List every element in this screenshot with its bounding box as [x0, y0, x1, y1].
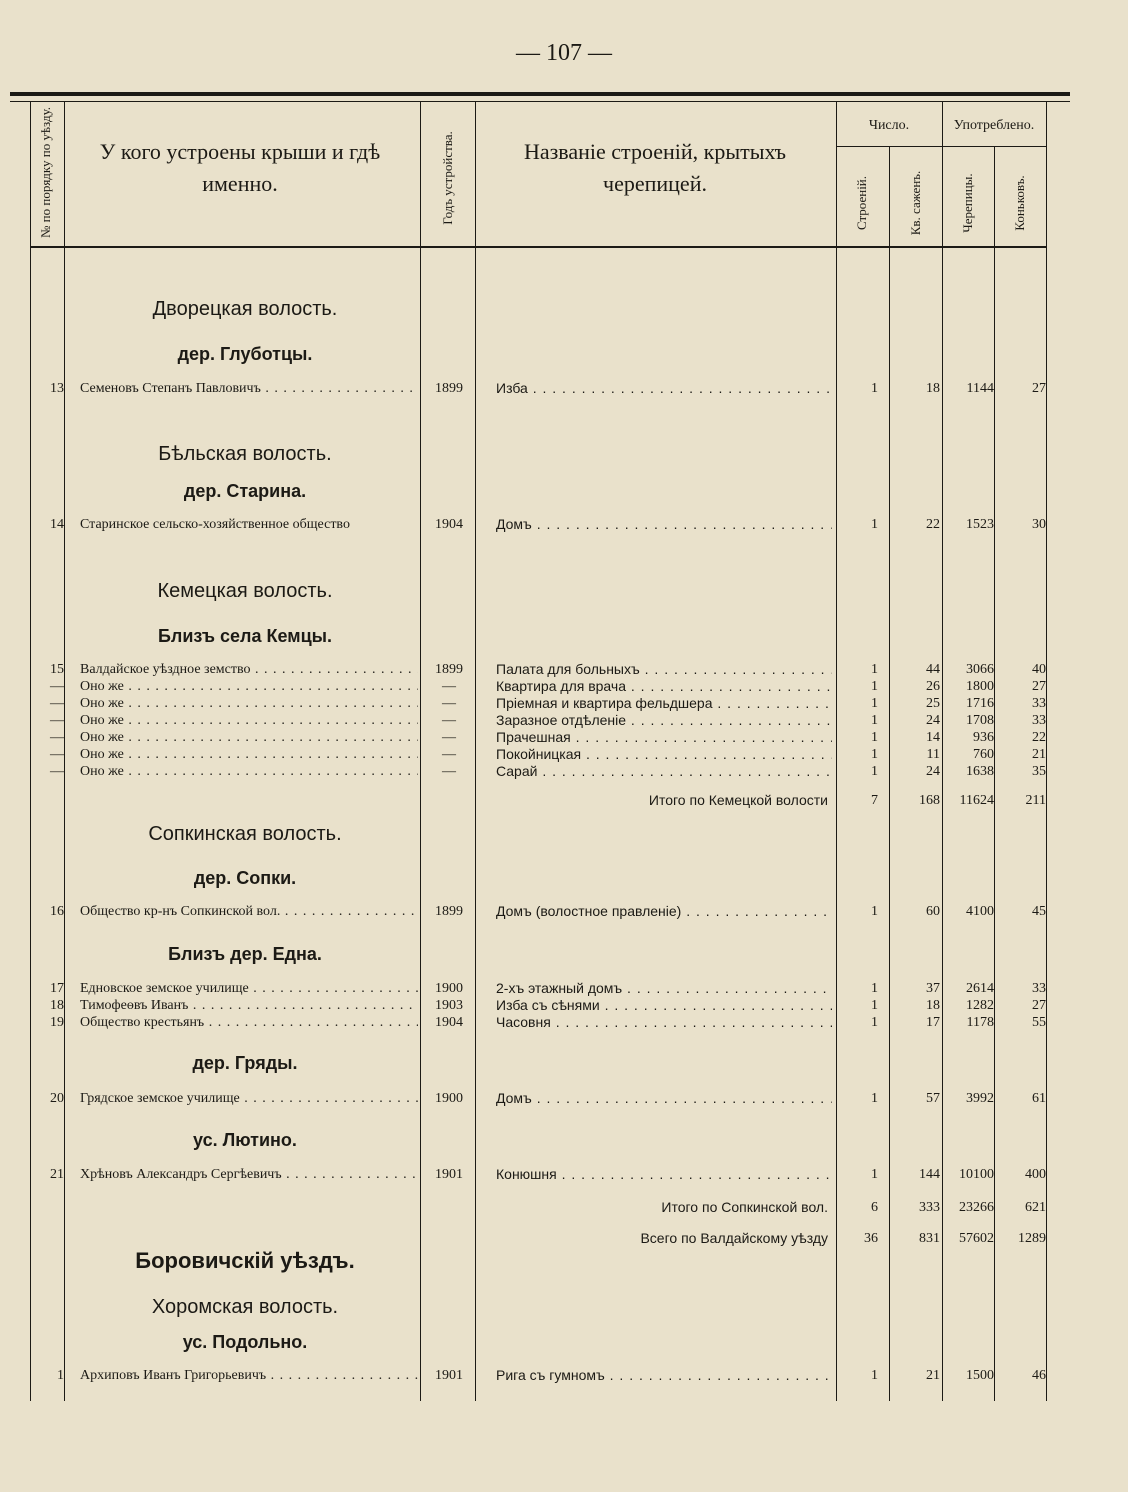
row-ridges: 45	[1032, 904, 1046, 919]
row-sq-sazhen: 44	[926, 662, 940, 677]
row-building: Часовня . . .	[496, 1014, 832, 1031]
row-year: —	[442, 679, 456, 694]
row-buildings-count: 1	[871, 696, 878, 711]
row-owner: Семеновъ Степанъ Павловичъ . . .	[80, 380, 418, 397]
row-year: —	[442, 730, 456, 745]
row-buildings-count: 1	[871, 713, 878, 728]
row-tiles: 1800	[966, 679, 994, 694]
row-no: 20	[50, 1091, 64, 1106]
row-year: 1904	[435, 517, 463, 532]
section-kemetskaya: Кемецкая волость.	[157, 580, 333, 602]
row-owner: Валдайское уѣздное земство . . .	[80, 661, 418, 678]
row-year: 1900	[435, 981, 463, 996]
row-buildings-count: 1	[871, 679, 878, 694]
table-row	[0, 746, 1128, 763]
sub-lyutino: ус. Лютино.	[193, 1130, 297, 1150]
row-tiles: 1708	[966, 713, 994, 728]
total-sq-sazhen: 168	[919, 793, 940, 808]
row-sq-sazhen: 17	[926, 1015, 940, 1030]
row-owner: Оно же . . .	[80, 763, 418, 780]
row-ridges: 40	[1032, 662, 1046, 677]
header-col-owner: У кого устроены крыши и гдѣ именно.	[99, 139, 381, 196]
row-building: Конюшня . . .	[496, 1166, 832, 1183]
row-sq-sazhen: 26	[926, 679, 940, 694]
total-tiles: 23266	[959, 1200, 994, 1215]
row-buildings-count: 1	[871, 517, 878, 532]
row-building: Рига съ гумномъ . . .	[496, 1367, 832, 1384]
row-ridges: 400	[1025, 1167, 1046, 1182]
table-row	[0, 763, 1128, 780]
row-year: 1901	[435, 1167, 463, 1182]
top-rule-thin	[10, 101, 1070, 102]
row-no: —	[50, 713, 64, 728]
table-row	[0, 678, 1128, 695]
row-sq-sazhen: 25	[926, 696, 940, 711]
row-tiles: 3992	[966, 1091, 994, 1106]
header-col-building: Названіе строеній, крытыхъ черепицей.	[523, 139, 787, 196]
row-building: Заразное отдѣленіе . . .	[496, 712, 832, 729]
total-buildings: 6	[871, 1200, 878, 1215]
total-ridges: 1289	[1018, 1231, 1046, 1246]
row-owner: Хрѣновъ Александръ Сергѣевичъ . . .	[80, 1166, 418, 1183]
table-row	[0, 712, 1128, 729]
row-tiles: 2614	[966, 981, 994, 996]
total-label: Всего по Валдайскому уѣзду	[640, 1230, 828, 1246]
row-building: Покойницкая . . .	[496, 746, 832, 763]
row-buildings-count: 1	[871, 1368, 878, 1383]
row-sq-sazhen: 24	[926, 713, 940, 728]
row-building: Пріемная и квартира фельдшера . . .	[496, 695, 832, 712]
row-no: 1	[57, 1368, 64, 1383]
header-col-buildings: Строеній.	[854, 175, 869, 231]
table-row	[0, 997, 1128, 1014]
row-ridges: 30	[1032, 517, 1046, 532]
row-tiles: 1500	[966, 1368, 994, 1383]
uezd-borovichi: Боровичскій уѣздъ.	[135, 1248, 355, 1273]
row-ridges: 27	[1032, 998, 1046, 1013]
header-group-used: Употреблено.	[953, 118, 1035, 133]
row-building: Изба съ сѣнями . . .	[496, 997, 832, 1014]
row-no: 14	[50, 517, 64, 532]
sub-glubottsy: дер. Глуботцы.	[177, 344, 313, 364]
row-year: 1899	[435, 381, 463, 396]
table-row	[0, 380, 1128, 397]
section-belskaya: Бѣльская волость.	[158, 443, 332, 465]
row-buildings-count: 1	[871, 764, 878, 779]
row-year: 1899	[435, 662, 463, 677]
row-year: 1904	[435, 1015, 463, 1030]
row-tiles: 1144	[966, 381, 994, 396]
row-sq-sazhen: 37	[926, 981, 940, 996]
row-ridges: 61	[1032, 1091, 1046, 1106]
header-bottom-rule	[30, 246, 1046, 248]
row-no: 18	[50, 998, 64, 1013]
table-row	[0, 729, 1128, 746]
row-ridges: 46	[1032, 1368, 1046, 1383]
header-divider	[836, 146, 1046, 147]
total-tiles: 11624	[959, 793, 994, 808]
table-row	[0, 695, 1128, 712]
row-sq-sazhen: 60	[926, 904, 940, 919]
row-year: 1903	[435, 998, 463, 1013]
row-no: 19	[50, 1015, 64, 1030]
table-row	[0, 903, 1128, 920]
row-year: —	[442, 764, 456, 779]
header-group-count: Число.	[868, 118, 910, 133]
row-owner: Старинское сельско-хозяйственное общество	[80, 517, 350, 532]
row-tiles: 760	[973, 747, 994, 762]
row-year: —	[442, 713, 456, 728]
row-year: 1899	[435, 904, 463, 919]
row-sq-sazhen: 11	[926, 747, 940, 762]
row-building: Сарай . . .	[496, 763, 832, 780]
row-tiles: 3066	[966, 662, 994, 677]
row-owner: Архиповъ Иванъ Григорьевичъ . . .	[80, 1367, 418, 1384]
row-building: Домъ (волостное правленіе) . . .	[496, 903, 832, 920]
row-ridges: 55	[1032, 1015, 1046, 1030]
row-building: Прачешная . . .	[496, 729, 832, 746]
row-buildings-count: 1	[871, 1167, 878, 1182]
row-sq-sazhen: 21	[926, 1368, 940, 1383]
row-year: —	[442, 747, 456, 762]
total-row	[0, 1199, 1128, 1216]
row-buildings-count: 1	[871, 747, 878, 762]
header-col-year: Годъ устройства.	[440, 131, 455, 225]
row-tiles: 936	[973, 730, 994, 745]
row-ridges: 33	[1032, 696, 1046, 711]
row-no: 16	[50, 904, 64, 919]
row-owner: Грядское земское училище . . .	[80, 1090, 418, 1107]
row-no: —	[50, 764, 64, 779]
total-tiles: 57602	[959, 1231, 994, 1246]
row-owner: Оно же . . .	[80, 695, 418, 712]
row-ridges: 33	[1032, 981, 1046, 996]
total-row	[0, 792, 1128, 809]
row-building: Домъ . . .	[496, 516, 832, 533]
row-sq-sazhen: 24	[926, 764, 940, 779]
row-year: 1901	[435, 1368, 463, 1383]
row-buildings-count: 1	[871, 662, 878, 677]
header-col-ridges: Коньковъ.	[1012, 175, 1027, 231]
row-tiles: 1716	[966, 696, 994, 711]
sub-gryady: дер. Гряды.	[192, 1053, 298, 1073]
sub-podolno: ус. Подольно.	[182, 1332, 308, 1352]
row-building: Палата для больныхъ . . .	[496, 661, 832, 678]
table-row	[0, 1166, 1128, 1183]
row-buildings-count: 1	[871, 381, 878, 396]
row-buildings-count: 1	[871, 730, 878, 745]
row-owner: Едновское земское училище . . .	[80, 980, 418, 997]
row-tiles: 1638	[966, 764, 994, 779]
row-owner: Оно же . . .	[80, 678, 418, 695]
table-row	[0, 1090, 1128, 1107]
row-no: 21	[50, 1167, 64, 1182]
section-dvoretskaya: Дворецкая волость.	[152, 298, 338, 320]
table-row	[0, 980, 1128, 997]
header-col-tiles: Черепицы.	[960, 173, 975, 233]
row-tiles: 10100	[959, 1167, 994, 1182]
total-label: Итого по Сопкинской вол.	[661, 1199, 828, 1215]
top-rule	[10, 92, 1070, 96]
sub-sopki: дер. Сопки.	[193, 868, 297, 888]
row-building: Домъ . . .	[496, 1090, 832, 1107]
section-khoromskaya: Хоромская волость.	[151, 1296, 339, 1318]
row-no: 13	[50, 381, 64, 396]
row-owner: Общество крестьянъ . . .	[80, 1014, 418, 1031]
page-number: — 107 —	[516, 40, 612, 66]
row-owner: Оно же . . .	[80, 746, 418, 763]
row-sq-sazhen: 18	[926, 381, 940, 396]
row-sq-sazhen: 14	[926, 730, 940, 745]
total-ridges: 211	[1025, 793, 1046, 808]
row-tiles: 1282	[966, 998, 994, 1013]
header-col-sq: Кв. саженъ.	[908, 170, 923, 236]
row-owner: Тимофеѳвъ Иванъ . . .	[80, 997, 418, 1014]
total-row	[0, 1230, 1128, 1247]
row-owner: Оно же . . .	[80, 712, 418, 729]
row-ridges: 35	[1032, 764, 1046, 779]
row-year: —	[442, 696, 456, 711]
section-sopkinskaya: Сопкинская волость.	[148, 823, 342, 845]
row-no: —	[50, 696, 64, 711]
row-tiles: 1523	[966, 517, 994, 532]
row-ridges: 33	[1032, 713, 1046, 728]
total-ridges: 621	[1025, 1200, 1046, 1215]
row-ridges: 27	[1032, 381, 1046, 396]
row-no: 17	[50, 981, 64, 996]
row-ridges: 21	[1032, 747, 1046, 762]
row-building: Квартира для врача . . .	[496, 678, 832, 695]
table-row	[0, 661, 1128, 678]
table-row	[0, 516, 1128, 533]
total-sq-sazhen: 831	[919, 1231, 940, 1246]
row-no: —	[50, 730, 64, 745]
row-building: 2-хъ этажный домъ . . .	[496, 980, 832, 997]
total-label: Итого по Кемецкой волости	[648, 792, 828, 808]
row-sq-sazhen: 18	[926, 998, 940, 1013]
total-buildings: 7	[871, 793, 878, 808]
sub-starina: дер. Старина.	[183, 481, 307, 501]
row-year: 1900	[435, 1091, 463, 1106]
row-sq-sazhen: 144	[919, 1167, 940, 1182]
row-no: —	[50, 679, 64, 694]
row-no: 15	[50, 662, 64, 677]
sub-edna: Близъ дер. Една.	[168, 944, 322, 964]
row-buildings-count: 1	[871, 998, 878, 1013]
row-tiles: 4100	[966, 904, 994, 919]
total-buildings: 36	[864, 1231, 878, 1246]
sub-kemtsy: Близъ села Кемцы.	[157, 626, 333, 646]
header-col-no: № по порядку по уѣзду.	[38, 106, 53, 238]
row-buildings-count: 1	[871, 1015, 878, 1030]
row-sq-sazhen: 57	[926, 1091, 940, 1106]
row-owner: Общество кр-нъ Сопкинской вол. . . .	[80, 903, 418, 920]
row-sq-sazhen: 22	[926, 517, 940, 532]
row-buildings-count: 1	[871, 1091, 878, 1106]
total-sq-sazhen: 333	[919, 1200, 940, 1215]
row-tiles: 1178	[966, 1015, 994, 1030]
row-owner: Оно же . . .	[80, 729, 418, 746]
table-row	[0, 1367, 1128, 1384]
table-row	[0, 1014, 1128, 1031]
row-buildings-count: 1	[871, 981, 878, 996]
row-ridges: 27	[1032, 679, 1046, 694]
row-building: Изба . . .	[496, 380, 832, 397]
row-ridges: 22	[1032, 730, 1046, 745]
row-no: —	[50, 747, 64, 762]
row-buildings-count: 1	[871, 904, 878, 919]
